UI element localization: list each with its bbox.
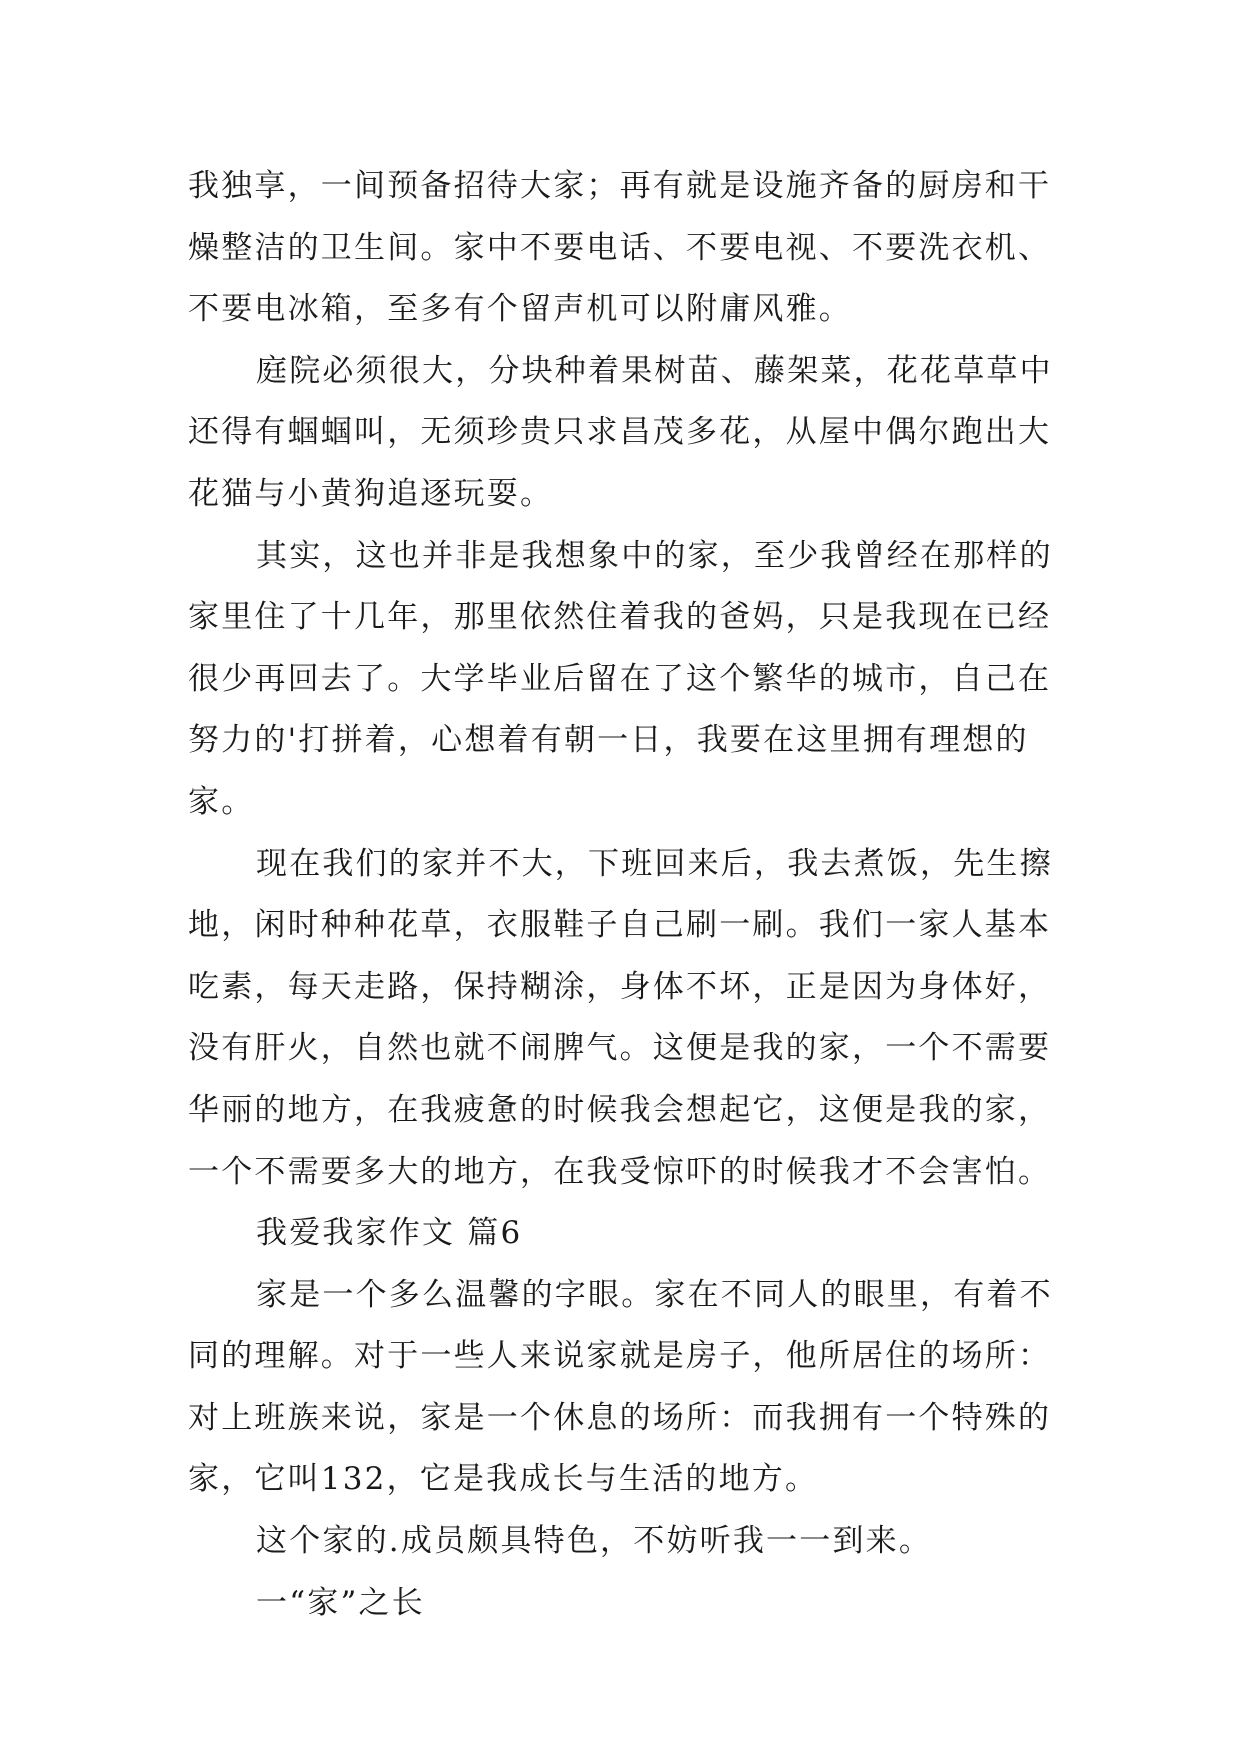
text-line: 一“家”之长 [256, 1584, 425, 1621]
text-line: 家是一个多么温馨的字眼。家在不同人的眼里，有着不 [256, 1276, 1053, 1313]
text-line: 还得有蝈蝈叫，无须珍贵只求昌茂多花，从屋中偶尔跑出大 [188, 414, 1052, 451]
text-line: 这个家的.成员颇具特色，不妨听我一一到来。 [256, 1523, 933, 1560]
text-line: 一个不需要多大的地方，在我受惊吓的时候我才不会害怕。 [188, 1153, 1052, 1190]
text-line: 家里住了十几年，那里依然住着我的爸妈，只是我现在已经 [188, 599, 1052, 636]
text-line: 对上班族来说，家是一个休息的场所：而我拥有一个特殊的 [188, 1399, 1052, 1436]
text-line: 吃素，每天走路，保持糊涂，身体不坏，正是因为身体好， [188, 968, 1052, 1005]
text-line: 其实，这也并非是我想象中的家，至少我曾经在那样的 [256, 537, 1053, 574]
text-line: 努力的'打拼着，心想着有朝一日，我要在这里拥有理想的 [188, 722, 1029, 759]
text-line: 同的理解。对于一些人来说家就是房子，他所居住的场所： [188, 1338, 1052, 1375]
text-line: 没有肝火，自然也就不闹脾气。这便是我的家，一个不需要 [188, 1030, 1052, 1067]
text-line: 不要电冰箱，至多有个留声机可以附庸风雅。 [188, 291, 852, 328]
text-line: 花猫与小黄狗追逐玩耍。 [188, 475, 554, 512]
text-line: 庭院必须很大，分块种着果树苗、藤架菜，花花草草中 [256, 352, 1053, 389]
document-body [188, 156, 1068, 1634]
text-line: 现在我们的家并不大，下班回来后，我去煮饭，先生擦 [256, 845, 1053, 882]
text-line: 我独享，一间预备招待大家；再有就是设施齐备的厨房和干 [188, 168, 1052, 204]
text-line: 很少再回去了。大学毕业后留在了这个繁华的城市，自己在 [188, 660, 1052, 697]
text-line: 家，它叫132，它是我成长与生活的地方。 [188, 1461, 819, 1498]
text-line: 华丽的地方，在我疲惫的时候我会想起它，这便是我的家， [188, 1091, 1052, 1128]
text-line: 燥整洁的卫生间。家中不要电话、不要电视、不要洗衣机、 [188, 229, 1052, 266]
text-line: 家。 [188, 783, 255, 820]
text-line: 我爱我家作文 篇6 [256, 1215, 523, 1252]
text-line: 地，闲时种种花草，衣服鞋子自己刷一刷。我们一家人基本 [188, 907, 1052, 944]
